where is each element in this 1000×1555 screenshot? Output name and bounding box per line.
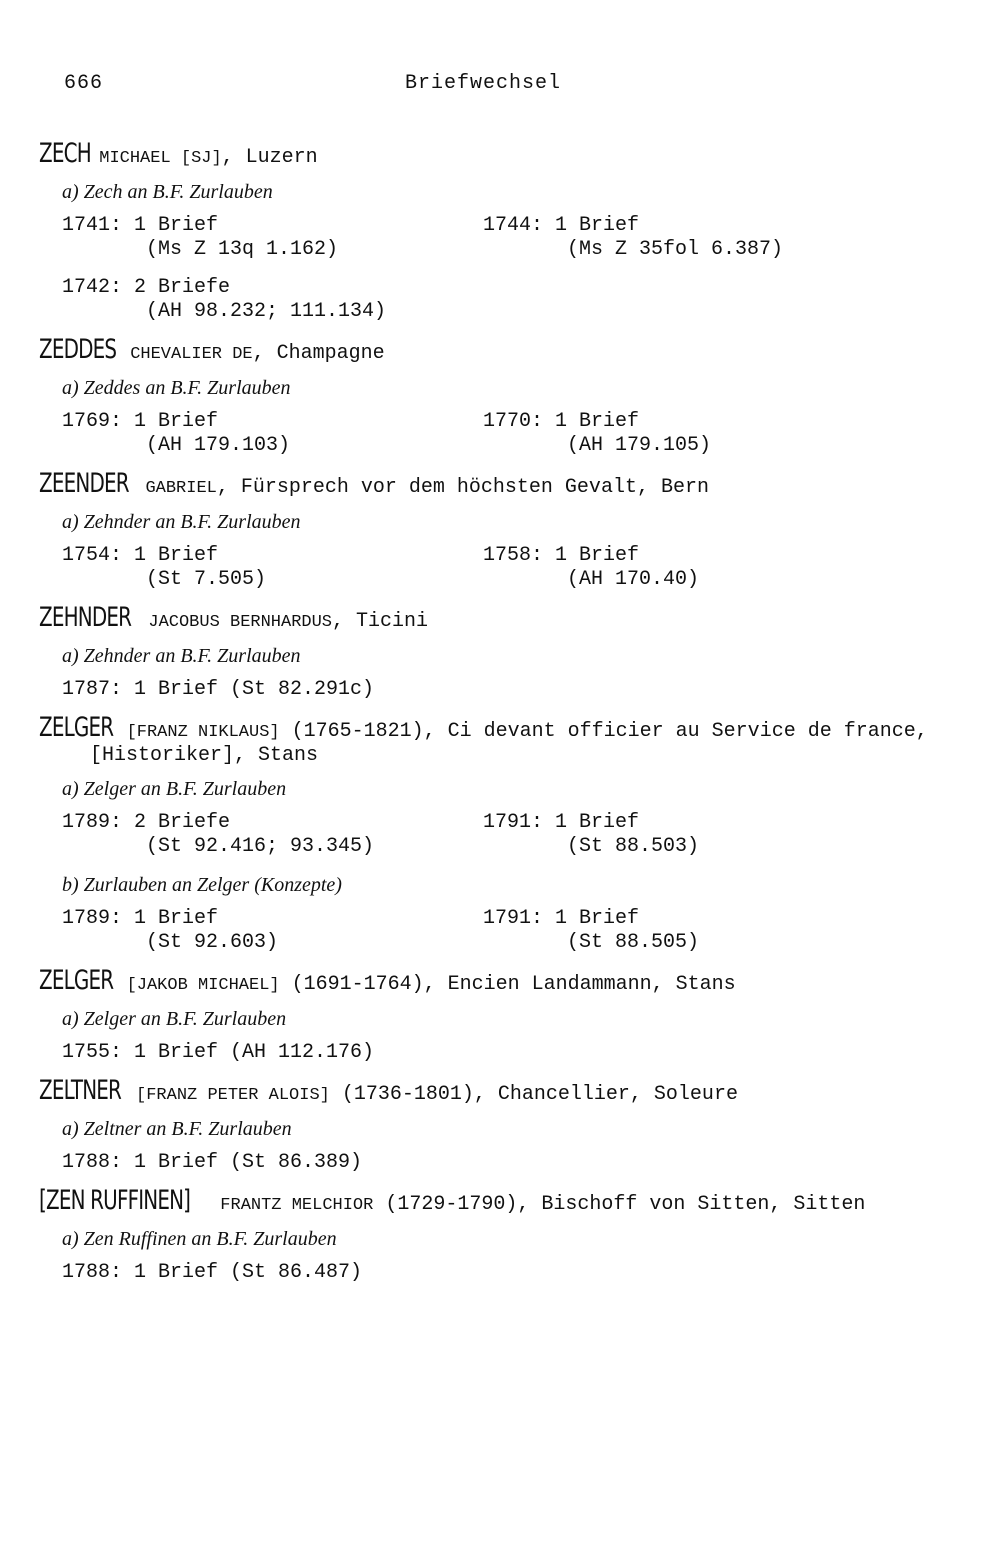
entry-given-name: [JAKOB MICHAEL] — [126, 976, 280, 995]
entry-description: (1736-1801), Chancellier, Soleure — [329, 1083, 738, 1106]
correspondence-section — [62, 376, 942, 458]
register-entry — [39, 1075, 942, 1175]
entry-description: , Champagne — [252, 342, 385, 365]
correspondence-section — [62, 644, 942, 702]
letter-cell — [62, 410, 290, 458]
entry-given-name: GABRIEL — [145, 479, 217, 498]
letter-cell — [62, 214, 338, 262]
archive-reference: (St 88.503) — [567, 835, 700, 858]
letter-row — [62, 214, 942, 262]
entry-description: (1691-1764), Encien Landammann, Stans — [279, 973, 736, 996]
letter-count: 1754: 1 Brief — [62, 544, 219, 567]
letter-count: 1788: 1 Brief (St 86.389) — [62, 1151, 363, 1174]
entry-heading — [39, 138, 942, 170]
page-number: 666 — [64, 72, 104, 95]
correspondence-section — [62, 1007, 942, 1065]
correspondence-section — [62, 180, 942, 324]
running-head: Briefwechsel — [405, 72, 562, 95]
letter-count: 1791: 1 Brief — [483, 811, 640, 834]
letter-count: 1744: 1 Brief — [483, 214, 640, 237]
letter-row — [62, 544, 942, 592]
letter-count: 1770: 1 Brief — [483, 410, 640, 433]
archive-reference: (Ms Z 13q 1.162) — [146, 238, 339, 261]
register-entry — [39, 1185, 942, 1285]
archive-reference: (AH 170.40) — [567, 568, 700, 591]
archive-reference: (AH 179.105) — [567, 434, 712, 457]
entry-heading — [39, 602, 942, 634]
entry-heading — [39, 965, 942, 997]
letter-row — [62, 907, 942, 955]
entry-description: (1729-1790), Bischoff von Sitten, Sitten — [373, 1193, 866, 1216]
entry-surname: ZEENDER — [39, 468, 129, 499]
entry-given-name: [FRANZ PETER ALOIS] — [136, 1086, 330, 1105]
entry-heading — [39, 1075, 942, 1107]
entry-given-name: FRANTZ MELCHIOR — [220, 1196, 374, 1215]
correspondence-section — [62, 777, 942, 859]
letter-row — [62, 1151, 942, 1175]
entry-surname: ZELGER — [39, 712, 114, 743]
letter-cell — [483, 410, 711, 458]
letter-cell — [62, 544, 266, 592]
register-entry — [39, 138, 942, 324]
letter-cell — [62, 811, 374, 859]
entry-description: (1765-1821), Ci devant officier au Service de france, [Historiker], Stans — [90, 720, 928, 767]
section-label: a) Zelger an B.F. Zurlauben — [62, 778, 287, 800]
entry-surname: ZELGER — [39, 965, 114, 996]
entry-description: , Luzern — [221, 146, 318, 169]
section-label: a) Zen Ruffinen an B.F. Zurlauben — [62, 1228, 337, 1250]
entry-surname: ZEDDES — [39, 334, 117, 365]
letter-count: 1755: 1 Brief (AH 112.176) — [62, 1041, 375, 1064]
letter-count: 1758: 1 Brief — [483, 544, 640, 567]
letter-count: 1789: 2 Briefe — [62, 811, 231, 834]
archive-reference: (St 92.416; 93.345) — [146, 835, 375, 858]
entry-given-name: MICHAEL [SJ] — [99, 149, 222, 168]
archive-reference: (St 92.603) — [146, 931, 279, 954]
letter-cell — [62, 907, 278, 955]
register-entry — [39, 468, 942, 592]
letter-cell — [483, 811, 699, 859]
entry-given-name: CHEVALIER DE — [130, 345, 253, 364]
archive-reference: (AH 98.232; 111.134) — [146, 300, 387, 323]
letter-count: 1788: 1 Brief (St 86.487) — [62, 1261, 363, 1284]
entry-given-name: JACOBUS BERNHARDUS — [148, 613, 333, 632]
section-label: a) Zeddes an B.F. Zurlauben — [62, 377, 291, 399]
letter-row — [62, 1261, 942, 1285]
register-entry — [39, 965, 942, 1065]
letter-count: 1769: 1 Brief — [62, 410, 219, 433]
letter-count: 1789: 1 Brief — [62, 907, 219, 930]
correspondence-section — [62, 873, 942, 955]
letter-cell — [483, 544, 699, 592]
register-entry — [39, 334, 942, 458]
section-label: a) Zehnder an B.F. Zurlauben — [62, 511, 301, 533]
correspondence-section — [62, 510, 942, 592]
letter-count: 1791: 1 Brief — [483, 907, 640, 930]
entry-surname: ZEHNDER — [39, 602, 132, 633]
page-header — [0, 72, 1000, 98]
entry-heading — [39, 1185, 942, 1217]
entry-heading — [39, 712, 942, 767]
archive-reference: (AH 179.103) — [146, 434, 291, 457]
letter-row — [62, 678, 942, 702]
archive-reference: (St 7.505) — [146, 568, 267, 591]
entry-given-name: [FRANZ NIKLAUS] — [126, 723, 280, 742]
section-label: a) Zech an B.F. Zurlauben — [62, 181, 273, 203]
section-label: b) Zurlauben an Zelger (Konzepte) — [62, 874, 342, 896]
entry-surname: ZELTNER — [39, 1075, 122, 1106]
section-label: a) Zelger an B.F. Zurlauben — [62, 1008, 287, 1030]
archive-reference: (Ms Z 35fol 6.387) — [567, 238, 784, 261]
letter-row — [62, 1041, 942, 1065]
letter-cell — [483, 214, 783, 262]
entry-description: , Ticini — [332, 610, 429, 633]
section-label: a) Zehnder an B.F. Zurlauben — [62, 645, 301, 667]
register-entries — [39, 138, 942, 1299]
archive-reference: (St 88.505) — [567, 931, 700, 954]
letter-row — [62, 811, 942, 859]
entry-surname: [ZEN RUFFINEN] — [39, 1185, 191, 1216]
entry-heading — [39, 468, 942, 500]
letter-row — [62, 276, 942, 324]
register-entry — [39, 712, 942, 955]
letter-count: 1741: 1 Brief — [62, 214, 219, 237]
letter-count: 1742: 2 Briefe — [62, 276, 231, 299]
register-entry — [39, 602, 942, 702]
correspondence-section — [62, 1227, 942, 1285]
correspondence-section — [62, 1117, 942, 1175]
letter-cell — [483, 907, 699, 955]
letter-row — [62, 410, 942, 458]
entry-description: , Fürsprech vor dem höchsten Gevalt, Bern — [216, 476, 709, 499]
letter-count: 1787: 1 Brief (St 82.291c) — [62, 678, 375, 701]
section-label: a) Zeltner an B.F. Zurlauben — [62, 1118, 292, 1140]
entry-heading — [39, 334, 942, 366]
entry-surname: ZECH — [39, 138, 91, 169]
letter-cell — [62, 276, 386, 324]
